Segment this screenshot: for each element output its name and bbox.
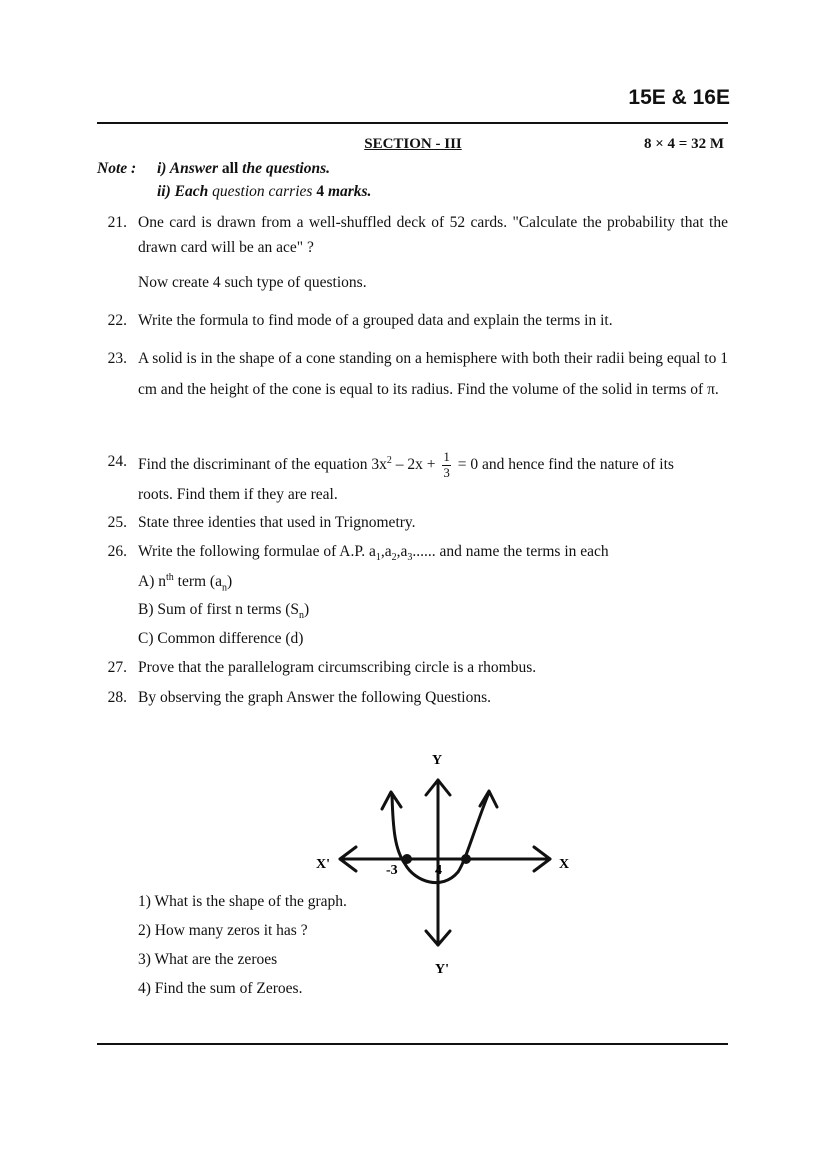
note-line-1 — [157, 160, 330, 178]
zero-point-left — [402, 854, 412, 864]
q28-sub-2: 2) How many zeros it has ? — [138, 922, 308, 939]
bottom-divider — [97, 1043, 728, 1045]
question-28-text: By observing the graph Answer the following Questions. — [138, 689, 492, 706]
q26-text-a: Write the following formulae of A.P. a — [138, 543, 376, 560]
q26-opt-a-sub: n — [221, 582, 227, 594]
note-line-2-bold: 4 — [316, 183, 325, 200]
q26-opt-a-text-b: term (a — [173, 573, 222, 591]
fraction-numerator: 1 — [443, 449, 450, 465]
q26-opt-a-sup: th — [165, 572, 174, 583]
q26-opt-b-sub: n — [299, 610, 305, 622]
question-number: 21. — [107, 214, 127, 231]
question-27-text: Prove that the parallelogram circumscribing circle is a rhombus. — [138, 659, 537, 676]
question-25-text: State three identies that used in Trignometry. — [138, 514, 416, 531]
q26-option-a — [138, 572, 232, 593]
q26-option-c: C) Common difference (d) — [138, 630, 304, 647]
note-line-2-mid: question carries — [212, 183, 317, 200]
paper-code: 15E & 16E — [628, 86, 730, 109]
q28-sub-3: 3) What are the zeroes — [138, 951, 278, 968]
question-number: 27. — [107, 659, 127, 676]
question-number: 24. — [107, 453, 127, 470]
note-line-1-suffix: the questions. — [238, 160, 330, 177]
section-title: SECTION - III — [364, 136, 462, 152]
question-24-text — [138, 440, 728, 486]
zero-right-label: 4 — [435, 863, 442, 878]
q26-sub-1: 1 — [375, 552, 381, 564]
y-axis-negative-label: Y' — [435, 962, 449, 977]
zero-point-right — [461, 854, 471, 864]
q24-text-b: – 2x + — [391, 456, 440, 474]
question-22-text: Write the formula to find mode of a grouped data and explain the terms in it. — [138, 312, 613, 329]
question-23-text: A solid is in the shape of a cone standing on a hemisphere with both their radii being equal to 1 cm and the height of the cone is equal to its radius. Find the volume of the solid in terms of π. — [138, 350, 728, 398]
fraction-denominator: 3 — [443, 465, 450, 481]
x-axis-negative-label: X' — [316, 857, 330, 872]
section-marks: 8 × 4 = 32 M — [643, 136, 724, 152]
question-number: 22. — [107, 312, 127, 329]
note-line-1-prefix: i) Answer — [157, 160, 222, 177]
q24-superscript: 2 — [386, 455, 392, 466]
zero-left-label: -3 — [386, 863, 398, 878]
q24-fraction — [442, 450, 451, 481]
q24-text-c: = 0 and hence find the nature of its — [453, 456, 674, 474]
x-axis-label: X — [559, 857, 570, 872]
parabola-right-arrow — [480, 791, 497, 807]
q26-comma-1: ,a — [380, 543, 392, 560]
question-24-line-2: roots. Find them if they are real. — [138, 486, 338, 503]
q28-sub-4: 4) Find the sum of Zeroes. — [138, 980, 303, 997]
question-21-extra: Now create 4 such type of questions. — [138, 274, 367, 291]
question-26-text — [138, 540, 728, 566]
top-divider — [97, 122, 728, 124]
q26-text-b: ...... and name the terms in each — [412, 543, 609, 560]
q24-text-a: Find the discriminant of the equation 3x — [138, 456, 387, 474]
q26-option-b — [138, 601, 309, 621]
q28-sub-1: 1) What is the shape of the graph. — [138, 893, 347, 910]
question-number: 28. — [107, 689, 127, 706]
note-line-2-prefix: ii) Each — [157, 183, 213, 200]
q26-opt-a-text: A) n — [138, 573, 166, 591]
parabola-graph — [300, 745, 590, 980]
q26-sub-2: 2 — [391, 552, 397, 564]
note-label: Note : — [97, 160, 137, 177]
note-line-2 — [157, 183, 371, 201]
note-line-2-suffix: marks. — [324, 183, 372, 200]
q26-opt-a-text-c: ) — [226, 573, 233, 591]
question-number: 26. — [107, 543, 127, 560]
question-number: 25. — [107, 514, 127, 531]
note-line-1-bold: all — [221, 160, 239, 177]
question-21-text: One card is drawn from a well-shuffled deck of 52 cards. "Calculate the probability that the drawn card will be an ace" ? — [138, 214, 728, 256]
question-number: 23. — [107, 350, 127, 367]
q26-sub-3: 3 — [407, 552, 413, 564]
q26-comma-2: ,a — [396, 543, 408, 560]
q26-opt-b-text-c: ) — [304, 601, 310, 618]
y-axis-label: Y — [432, 753, 443, 768]
q26-opt-b-text: B) Sum of first n terms (S — [138, 601, 300, 618]
